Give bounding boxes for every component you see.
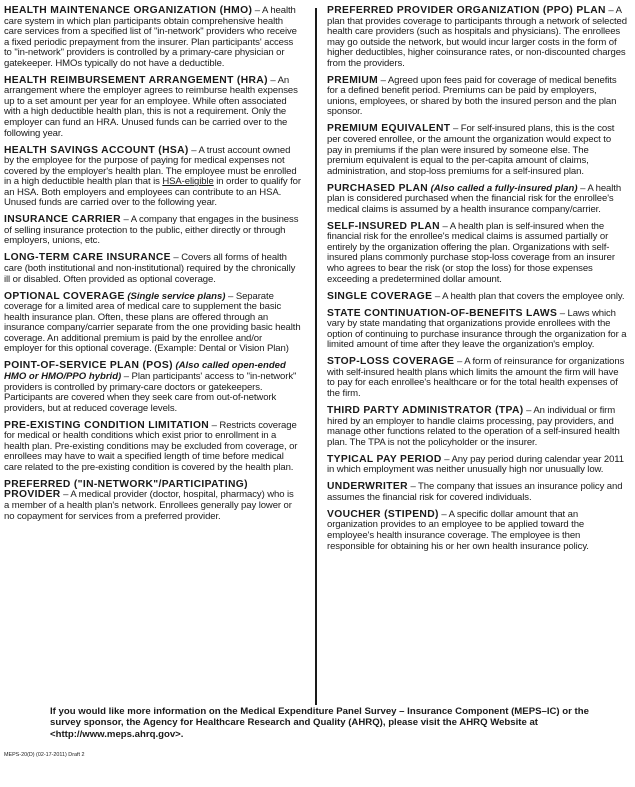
glossary-entry-typical-pay-period: TYPICAL PAY PERIOD – Any pay period during calendar year 2011 in which employment was neither unusually high nor unusually low. (327, 453, 624, 476)
form-id: MEPS-20(D) (02-17-2011) Draft 2 (4, 752, 85, 758)
glossary-entry-premium: PREMIUM – Agreed upon fees paid for coverage of medical benefits for a defined benefit period. Premiums can be paid by employers, unions, employees, or shared by both the insured person and the plan sponsor. (327, 74, 617, 118)
glossary-entry-hmo: HEALTH MAINTENANCE ORGANIZATION (HMO) – A health care system in which plan participants obtain comprehensive health care services from a specified list of "in-network" providers who receive a fixed periodic prepayment from the insurer. Plan participants' access to "in-network" providers is controlled by a primary-care physician or gatekeeper. HMOs typically do not have a deductible. (4, 5, 297, 69)
glossary-entry-voucher: VOUCHER (STIPEND) – A specific dollar amount that an organization provides to an employee to be applied toward the employee's health insurance coverage. The employee is then responsible for obtaining his or her own health insurance policy. (327, 508, 589, 552)
glossary-entry-tpa: THIRD PARTY ADMINISTRATOR (TPA) – An individual or firm hired by an employer to handle claims processing, pay providers, and manage other functions related to the operation of a self-insured health plan. The TPA is not the policyholder or the insurer. (327, 405, 620, 448)
glossary-entry-long-term-care: LONG-TERM CARE INSURANCE – Covers all forms of health care (both institutional and non-institutional) required by the chronically ill or disabled. Often provided as optional coverage. (4, 252, 296, 285)
glossary-entry-underwriter: UNDERWRITER – The company that issues an insurance policy and assumes the financial risk for covered individuals. (327, 481, 623, 503)
glossary-entry-purchased-plan: PURCHASED PLAN (Also called a fully-insured plan) – A health plan is considered purchased when the financial risk for the enrollee's medical claims is assumed by a health insurance company/carrier. (327, 182, 622, 215)
glossary-entry-hra: HEALTH REIMBURSEMENT ARRANGEMENT (HRA) – An arrangement where the employer agrees to reimburse health expenses up to a set amount per year for an employee. While often associated with a high deductible health plan, this is not a requirement. Only the employer can fund an HRA. Unused funds can be carried over to the following year. (4, 74, 298, 139)
glossary-entry-self-insured: SELF-INSURED PLAN – A health plan is self-insured when the financial risk for the enrollee's medical claims is assumed partially or entirely by the organization offering the plan. Organizations with self-insured plans commonly purchase stop-loss coverage from an insurer who agrees to bear the risk (or stop the loss) for those expenses exceeding a predetermined dollar amount. (327, 220, 615, 285)
more-information-footer: If you would like more information on the Medical Expenditure Panel Survey – Insurance Component (MEPS–IC) or the survey sponsor, the Agency for Healthcare Research and Quality (AHRQ), please visit the AHRQ Website at <http://www.meps.ahrq.gov>. (50, 706, 589, 740)
glossary-entry-pre-existing: PRE-EXISTING CONDITION LIMITATION – Restricts coverage for medical or health conditions which exist prior to enrollment in a health plan. Pre-existing conditions may be excluded from coverage, or enrollees may have to wait a specified length of time before medical care related to the pre-existing condition is covered by the health plan. (4, 419, 298, 473)
hsa-eligible-link[interactable]: HSA-eligible (162, 176, 214, 188)
glossary-entry-single-coverage: SINGLE COVERAGE – A health plan that covers the employee only. (327, 290, 625, 302)
glossary-entry-state-continuation: STATE CONTINUATION-OF-BENEFITS LAWS – Laws which vary by state mandating that organizations provide enrollees with the option of continuing to purchase insurance through the organization for a limited amount of time after they leave the organization's employ. (327, 307, 627, 351)
right-column (327, 6, 627, 559)
glossary-entry-insurance-carrier: INSURANCE CARRIER – A company that engages in the business of selling insurance protection to the public, either directly or through employers, unions, etc. (4, 214, 299, 247)
glossary-entry-hsa: HEALTH SAVINGS ACCOUNT (HSA) – A trust account owned by the employee for the purpose of paying for medical expenses not covered by the employer's health plan. The employee must be enrolled in a high deductible health plan that is HSA-eligible in order to qualify for an HSA. Both employers and employees can contribute to an HSA. Unused funds are carried over to the following year. (4, 144, 301, 209)
glossary-entry-optional-coverage: OPTIONAL COVERAGE (Single service plans) – Separate coverage for a limited area of medical care to supplement the basic health insurance plan. Often, these plans are offered through an insurance company/carrier separate from the one providing basic health coverage. An additional premium is paid by the enrollee and/or employer for this optional coverage. (Example: Dental or Vision Plan) (4, 290, 301, 355)
glossary-entry-ppo: PREFERRED PROVIDER ORGANIZATION (PPO) PLAN – A plan that provides coverage to participants through a network of selected health care providers (such as hospitals and physicians). The enrollees may go outside the network, but would incur larger costs in the form of higher deductibles, higher coinsurance rates, or non-discounted charges from the providers. (327, 5, 627, 69)
column-divider (315, 8, 317, 705)
left-column (4, 6, 301, 529)
glossary-entry-stop-loss: STOP-LOSS COVERAGE – A form of reinsurance for organizations with self-insured health plans which limits the amount the firm will have to pay for each enrollee's healthcare or for the total health expenses of the firm. (327, 356, 625, 399)
glossary-entry-preferred-provider: PREFERRED ("IN-NETWORK"/PARTICIPATING) PROVIDER – A medical provider (doctor, hospital, pharmacy) who is a member of a health plan's network. Enrollees generally pay lower or no copayment for services from a preferred provider. (4, 478, 294, 522)
glossary-entry-premium-equivalent: PREMIUM EQUIVALENT – For self-insured plans, this is the cost per covered enrollee, or the amount the organization would expect to pay in premiums if the plan were insured by someone else. The premium equivalent is equal to the per-capita amount of claims, administration, and stop-loss premiums for a self-insured plan. (327, 123, 615, 177)
glossary-entry-pos: POINT-OF-SERVICE PLAN (POS) (Also called open-ended HMO or HMO/PPO hybrid) – Plan participants' access to "in-network" providers is controlled by primary-care doctors or gatekeepers. Participants are covered when they seek care from out-of-network providers, but at reduced coverage levels. (4, 360, 297, 414)
